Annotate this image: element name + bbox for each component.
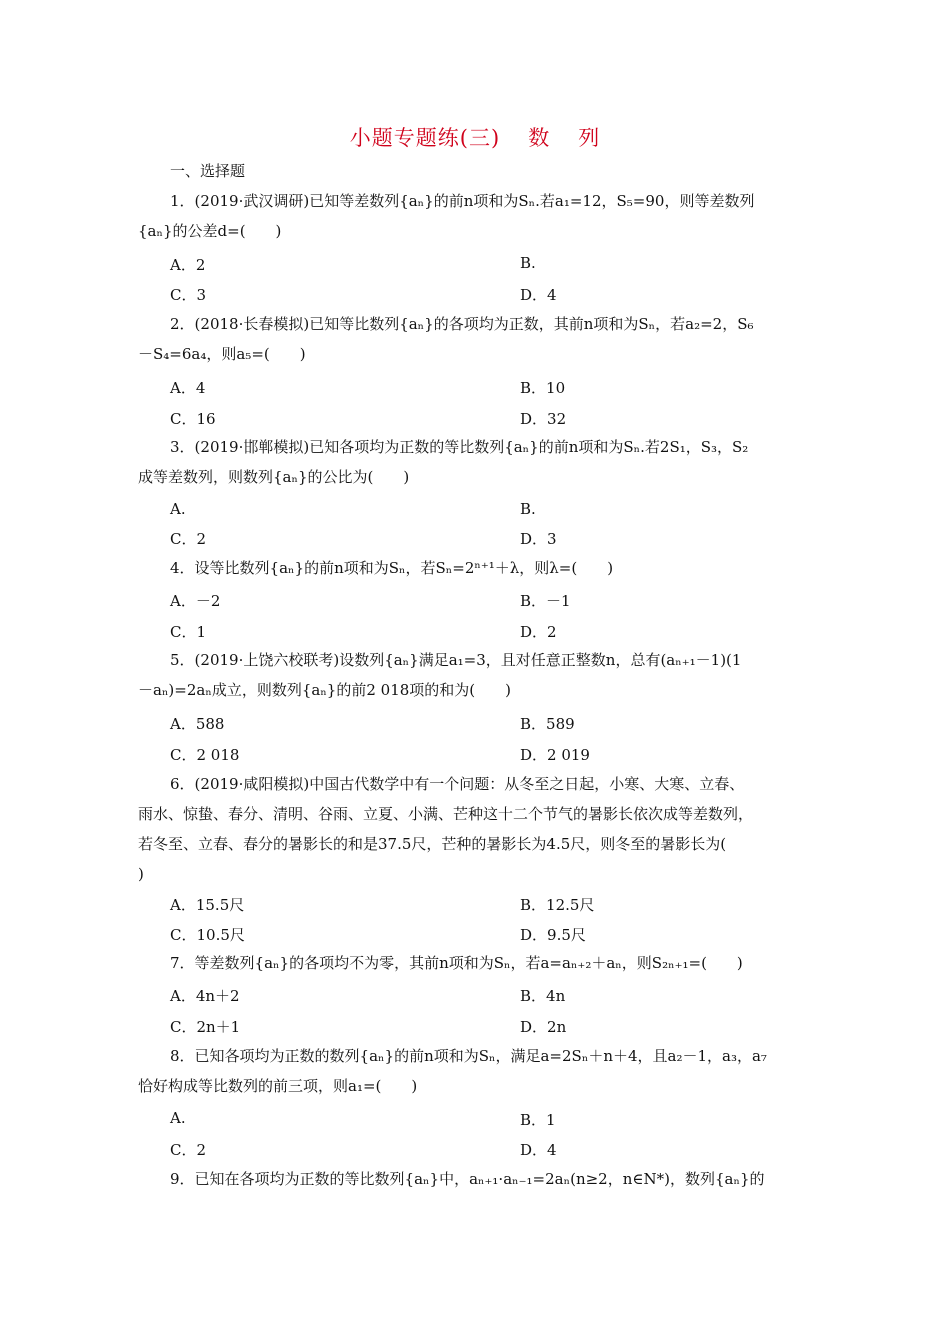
question-number: 1．	[170, 192, 195, 210]
question-7	[138, 948, 818, 978]
question-text: (2019·邯郸模拟)已知各项均为正数的等比数列{aₙ}的前n项和为Sₙ.若2S₁，S₃，S₂	[194, 438, 749, 456]
option-c: C．2	[170, 1141, 207, 1159]
question-text: (2019·上饶六校联考)设数列{aₙ}满足a₁=3，且对任意正整数n，总有(aₙ₊₁－1)(1	[194, 651, 742, 669]
option-c: C．10.5尺	[170, 926, 245, 944]
question-6	[138, 769, 818, 889]
option-d: D．2 019	[520, 746, 590, 764]
option-a: A．4	[170, 379, 206, 397]
option-b: B．12.5尺	[520, 896, 595, 914]
question-text: 雨水、惊蛰、春分、清明、谷雨、立夏、小满、芒种这十二个节气的暑影长依次成等差数列，	[138, 805, 754, 823]
question-text: 已知各项均为正数的数列{aₙ}的前n项和为Sₙ，满足a=2Sₙ＋n＋4，且a₂－1，a₃，a₇	[194, 1047, 767, 1065]
question-text: 恰好构成等比数列的前三项，则a₁=( )	[138, 1077, 418, 1095]
question-text: 等差数列{aₙ}的各项均不为零，其前n项和为Sₙ，若a=aₙ₊₂＋aₙ，则S₂ₙ₊₁=( )	[194, 954, 743, 972]
question-number: 2．	[170, 315, 195, 333]
question-text: 设等比数列{aₙ}的前n项和为Sₙ，若Sₙ=2ⁿ⁺¹＋λ，则λ=( )	[194, 559, 614, 577]
question-8	[138, 1041, 818, 1101]
option-b: B.	[520, 500, 536, 518]
question-text: －S₄=6a₄，则a₅=( )	[138, 345, 306, 363]
page-title	[0, 122, 950, 152]
question-text: 已知在各项均为正数的等比数列{aₙ}中，aₙ₊₁·aₙ₋₁=2aₙ(n≥2，n∈N*)，数列{aₙ}的	[194, 1170, 765, 1188]
title-main: 小题专题练(三)	[349, 126, 501, 150]
option-b: B．10	[520, 379, 566, 397]
option-c: C．1	[170, 623, 207, 641]
question-text: 若冬至、立春、春分的暑影长的和是37.5尺，芒种的暑影长为4.5尺，则冬至的暑影长为(	[138, 835, 727, 853]
title-topic-2: 列	[578, 126, 601, 150]
title-topic-1: 数	[528, 126, 551, 150]
question-5	[138, 645, 818, 705]
option-d: D．2	[520, 623, 557, 641]
option-b: B．589	[520, 715, 575, 733]
question-2	[138, 309, 818, 369]
question-text: {aₙ}的公差d=( )	[138, 222, 282, 240]
question-1	[138, 186, 818, 246]
question-4	[138, 553, 818, 583]
question-number: 9．	[170, 1170, 195, 1188]
option-a: A．－2	[170, 592, 221, 610]
option-c: C．16	[170, 410, 216, 428]
option-a: A．2	[170, 256, 206, 274]
option-c: C．2	[170, 530, 207, 548]
option-b: B.	[520, 254, 536, 272]
question-number: 5．	[170, 651, 195, 669]
option-b: B．1	[520, 1111, 556, 1129]
question-number: 3．	[170, 438, 195, 456]
option-a: A．15.5尺	[170, 896, 245, 914]
section-heading: 一、选择题	[170, 162, 246, 180]
option-c: C．2 018	[170, 746, 240, 764]
option-c: C．3	[170, 286, 207, 304]
option-c: C．2n＋1	[170, 1018, 241, 1036]
question-text: 成等差数列，则数列{aₙ}的公比为( )	[138, 468, 410, 486]
option-d: D．32	[520, 410, 567, 428]
question-text: －aₙ)=2aₙ成立，则数列{aₙ}的前2 018项的和为( )	[138, 681, 511, 699]
question-number: 8．	[170, 1047, 195, 1065]
option-a: A.	[170, 500, 186, 518]
question-text: (2019·武汉调研)已知等差数列{aₙ}的前n项和为Sₙ.若a₁=12，S₅=90，则等差数列	[194, 192, 755, 210]
question-text: (2018·长春模拟)已知等比数列{aₙ}的各项均为正数，其前n项和为Sₙ，若a₂=2，S₆	[194, 315, 754, 333]
question-number: 7．	[170, 954, 195, 972]
option-a: A．4n＋2	[170, 987, 240, 1005]
question-number: 4．	[170, 559, 195, 577]
question-9	[138, 1164, 818, 1194]
option-b: B．－1	[520, 592, 571, 610]
option-b: B．4n	[520, 987, 566, 1005]
question-number: 6．	[170, 775, 195, 793]
option-a: A.	[170, 1109, 186, 1127]
question-text: (2019·咸阳模拟)中国古代数学中有一个问题：从冬至之日起，小寒、大寒、立春、	[194, 775, 745, 793]
option-d: D．9.5尺	[520, 926, 586, 944]
question-3	[138, 432, 818, 492]
question-text: )	[138, 865, 144, 883]
option-d: D．4	[520, 1141, 557, 1159]
option-a: A．588	[170, 715, 225, 733]
option-d: D．3	[520, 530, 557, 548]
option-d: D．4	[520, 286, 557, 304]
option-d: D．2n	[520, 1018, 567, 1036]
